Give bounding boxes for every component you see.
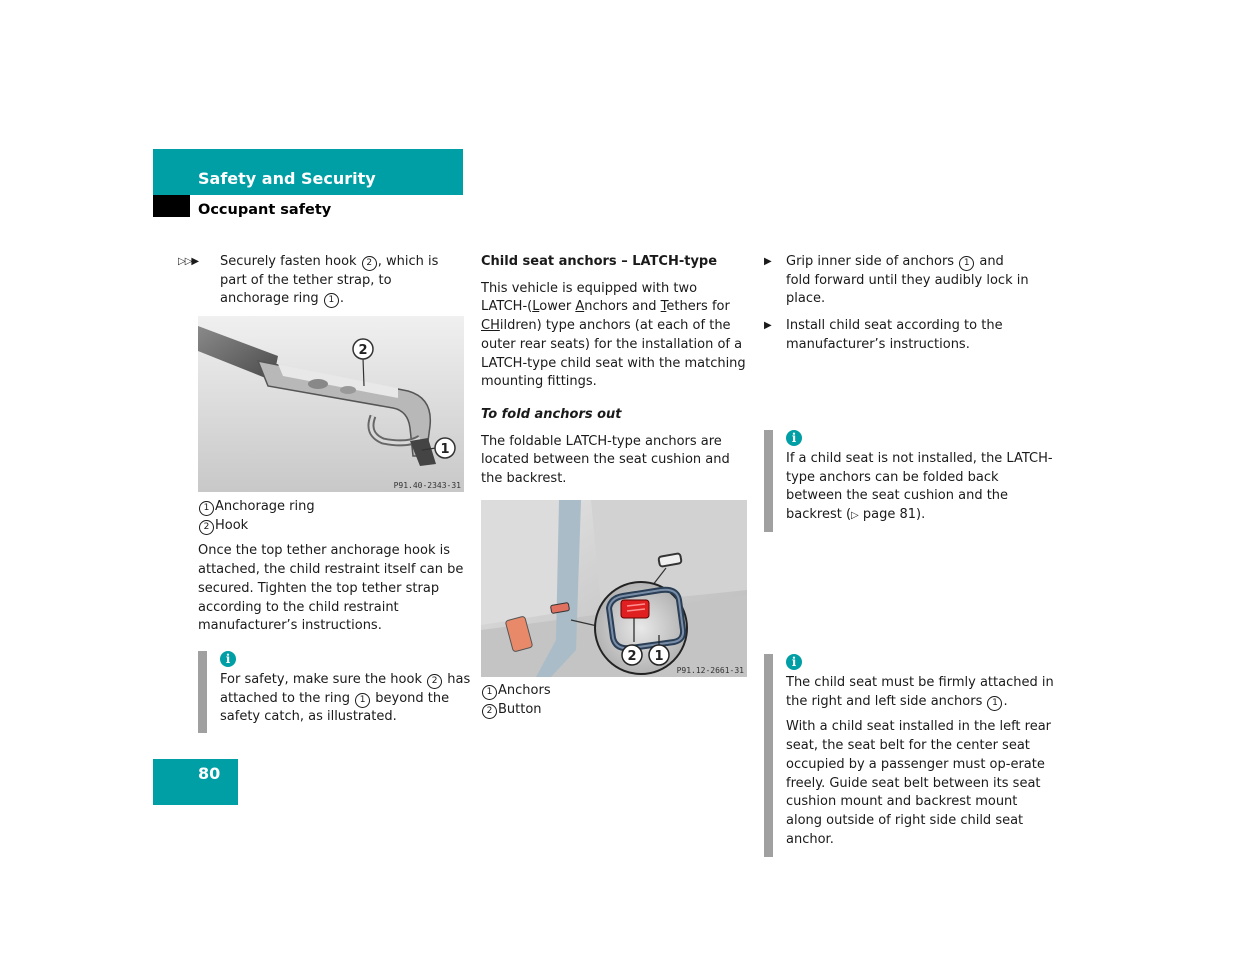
info-text-seat-belt: With a child seat installed in the left rear seat, the seat belt for the center seat occupied by a passenger must op-erate freely. Guide seat belt between its seat cushion mount and backrest mount along outside of right side child seat anchor. [786,719,1052,847]
tether-paragraph: Once the top tether anchorage hook is attached, the child restraint itself can be secured. Tighten the top tether strap according to the child restraint manufacturer’s instructions. [198,543,464,634]
figure-tether-hook [198,316,464,492]
intro-text: nchors and [584,299,661,315]
legend-label: Button [498,701,542,717]
step-text: , which is part of the tether strap, to anchorage ring [220,254,439,307]
latch-intro [481,280,747,392]
page-number: 80 [198,764,221,783]
bullet-marker: ▶ [764,256,772,267]
legend-item [198,517,464,536]
info-text [220,671,486,727]
step-text: and fold forward until they audibly lock in place. [786,254,1029,307]
figure1-callout-1: 1 [440,442,450,457]
figure-latch-anchors [481,500,747,677]
info-icon: i [786,430,802,446]
legend-number: 1 [199,501,214,516]
figure2-callout-2: 2 [627,649,637,664]
latch-heading: Child seat anchors – LATCH-type [481,254,718,269]
legend-number: 1 [482,685,497,700]
legend-item [481,682,747,701]
callout-number: 1 [987,696,1002,711]
step-text: . [339,291,344,307]
info-text [786,450,1054,526]
page-number-box [153,759,238,805]
callout-number: 1 [959,256,974,271]
step-grip-anchors [764,253,1032,309]
intro-text: ower [539,299,576,315]
intro-underlined: T [660,299,667,315]
info-bar [764,654,773,857]
column-1 [178,253,464,309]
info-note-fold-back [764,430,1054,532]
intro-text: This vehicle is equipped with two LATCH-( [481,280,698,315]
subsection-title: Occupant safety [198,202,332,218]
legend-item [481,701,747,720]
info-text-part: page 81). [858,507,926,523]
figure1-callout-2: 2 [358,343,368,358]
fold-anchors-paragraph: The foldable LATCH-type anchors are located between the seat cushion and the backrest. [481,433,730,487]
tether-hook-illustration [198,316,464,492]
step-text: Grip inner side of anchors [786,254,959,269]
intro-underlined: A [575,299,585,315]
intro-underlined: CH [481,318,500,334]
info-text-part: The child seat must be firmly attached in the right and left side anchors [786,675,1054,709]
info-text-part: beyond the safety catch, as illustrated. [220,690,450,725]
legend-label: Anchors [498,683,551,698]
callout-number: 1 [355,693,370,708]
legend-number: 2 [482,704,497,719]
latch-anchors-illustration [481,500,747,677]
column-3 [764,253,1032,363]
intro-text: ildren) type anchors (at each of the outer rear seats) for the installation of a LATCH-type child seat with the matching mounting fittings. [481,318,746,390]
legend-label: Anchorage ring [215,499,315,514]
step-text: Securely fasten hook [220,254,361,269]
figure1-code: P91.40-2343-31 [393,481,461,490]
subsection-marker [153,195,190,217]
info-note-hook [198,651,486,733]
info-text-part: . [1003,693,1008,709]
column-2 [481,253,747,496]
callout-number: 2 [427,674,442,689]
figure2-code: P91.12-2661-31 [676,666,744,675]
legend-number: 2 [199,520,214,535]
info-text-part: has attached to the ring [220,672,471,706]
info-bar [764,430,773,532]
column-1-lower [198,498,464,643]
figure2-callout-1: 1 [654,649,664,664]
info-text-part: For safety, make sure the hook [220,672,427,687]
callout-number: 1 [324,293,339,308]
step-install-seat [764,317,1032,354]
info-text-part: If a child seat is not installed, the LATCH-type anchors can be folded back between the seat cushion and the backrest ( [786,451,1053,523]
intro-underlined: L [532,299,540,315]
intro-text: ethers for [666,299,730,315]
column-2-legend [481,682,747,719]
bullet-marker: ▶ [764,320,772,332]
legend-item [198,498,464,517]
step-fasten-hook [178,253,464,309]
callout-number: 2 [362,256,377,271]
info-icon: i [220,651,236,667]
continued-marker: ▷▷▶ [178,256,199,267]
step-text: Install child seat according to the manufacturer’s instructions. [786,318,1003,352]
page-ref-marker: ▷ [851,510,859,522]
info-bar [198,651,207,733]
legend-label: Hook [215,517,249,533]
info-icon: i [786,654,802,670]
fold-anchors-heading: To fold anchors out [481,406,622,422]
info-note-firmly-attached [764,654,1054,857]
section-title: Safety and Security [198,169,376,188]
info-text [786,674,1054,711]
